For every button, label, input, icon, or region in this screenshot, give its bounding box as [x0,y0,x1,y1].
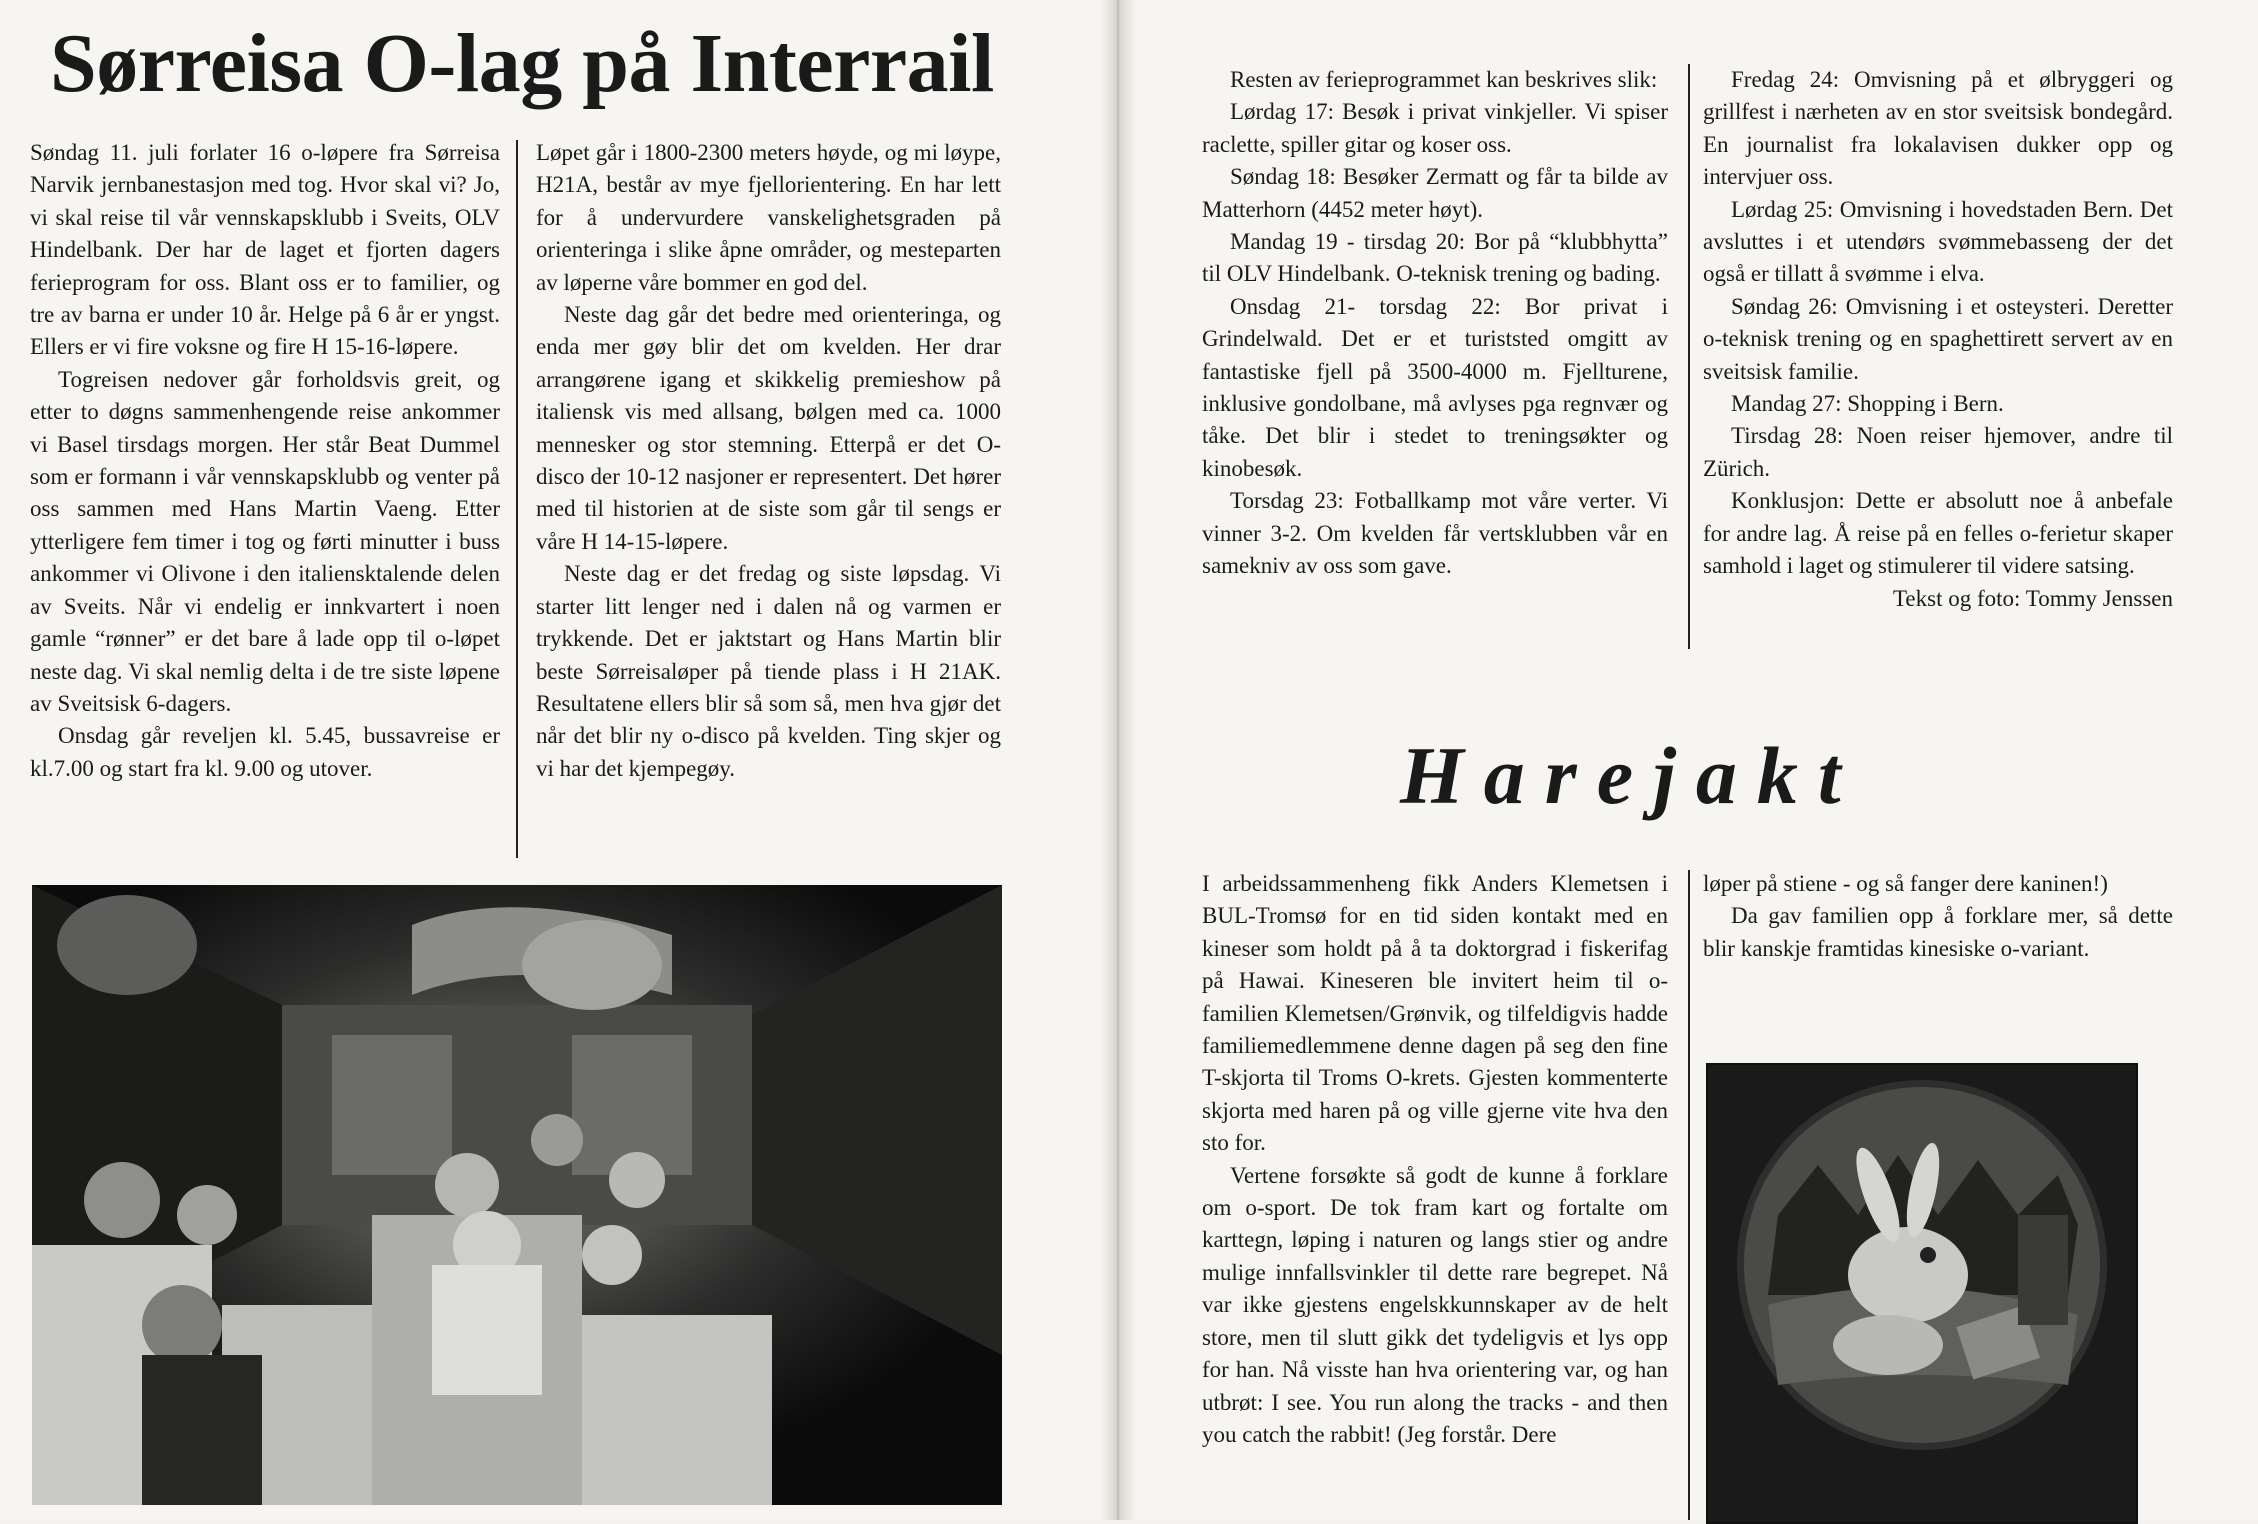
article-column-1 [30,137,500,785]
paragraph: I arbeidssammenheng fikk Anders Klemetsen i BUL-Tromsø for en tid siden kontakt med en kineser som holdt på å ta doktorgrad i fiskerifag på Hawai. Kineseren ble invitert heim til o-familien Klemetsen/Grønvik, og tilfeldigvis hadde familiemedlemmene denne dagen på seg den fine T-skjorta til Troms O-krets. Gjesten kommenterte skjorta med haren på og ville gjerne vite hva den sto for. [1202,871,1668,1156]
train-interior-photo [32,885,1002,1505]
hare-tshirt-photo [1706,1063,2138,1524]
paragraph: Neste dag går det bedre med orienteringa, og enda mer gøy blir det om kvelden. Her drar arrangørene igang et skikkelig premieshow på italiensk vis med allsang, bølgen med ca. 1000 mennesker og stor stemning. Etterpå er det O-disco der 10-12 nasjoner er representert. Det hører med til historien at de siste som går til sengs er våre H 14-15-løpere. [536,302,1001,554]
paragraph: Mandag 19 - tirsdag 20: Bor på “klubbhytta” til OLV Hindelbank. O-teknisk trening og bading. [1202,229,1668,287]
paragraph: Neste dag er det fredag og siste løpsdag. Vi starter litt lenger ned i dalen nå og varmen er trykkende. Det er jaktstart og Hans Martin blir beste Sørreisaløper på tiende plass i H 21AK. Resultatene ellers blir så som så, men hva gjør det når det blir ny o-disco på kvelden. Ting skjer og vi har det kjempegøy. [536,561,1001,781]
paragraph: Onsdag går reveljen kl. 5.45, bussavreise er kl.7.00 og start fra kl. 9.00 og utover. [30,723,500,781]
column-divider [1688,64,1690,649]
book-spine [1100,0,1136,1520]
paragraph: Tirsdag 28: Noen reiser hjemover, andre til Zürich. [1703,423,2173,481]
paragraph: Da gav familien opp å forklare mer, så dette blir kanskje framtidas kinesiske o-variant. [1703,903,2173,961]
column-divider [516,140,518,858]
article-column-2 [536,137,1001,785]
hare-logo-graphic [1708,1065,2136,1522]
paragraph: Lørdag 17: Besøk i privat vinkjeller. Vi spiser raclette, spiller gitar og koser oss. [1202,99,1668,157]
paragraph: Søndag 26: Omvisning i et osteysteri. Deretter o-teknisk trening og en spaghettirett servert av en sveitsisk familie. [1703,293,2173,384]
paragraph: Mandag 27: Shopping i Bern. [1731,391,2004,417]
paragraph: Togreisen nedover går forholdsvis greit, og etter to døgns sammenhengende reise ankommer vi Basel tirsdags morgen. Her står Beat Dummel som er formann i vår vennskapsklubb og venter på oss sammen med Hans Martin Vaeng. Etter ytterligere fem timer i tog og førti minutter i buss ankommer vi Olivone i den italiensktalende delen av Sveits. Når vi endelig er innkvartert i noen gamle “rønner” er det bare å lade opp til o-løpet neste dag. Vi skal nemlig delta i de tre siste løpene av Sveitsisk 6-dagers. [30,366,500,716]
paragraph: Vertene forsøkte så godt de kunne å forklare om o-sport. De tok fram kart og fortalte om karttegn, løping i naturen og langs stier og andre mulige innfallsvinkler til dette rare begrepet. Nå var ikke gjestens engelskkunnskaper av de helt store, men til slutt gikk det tydeligvis et lys opp for han. Nå visste han hva orientering var, og han utbrøt: I see. You run along the tracks - and then you catch the rabbit! (Jeg forstår. Dere [1202,1162,1668,1447]
train-photo-graphic [32,885,1002,1505]
article-column-4 [1703,64,2173,615]
paragraph: Resten av ferieprogrammet kan beskrives slik: [1230,67,1658,92]
column-divider [1688,870,1690,1520]
paragraph: Torsdag 23: Fotballkamp mot våre verter. Vi vinner 3-2. Om kvelden får vertsklubben vår en samekniv av oss som gave. [1202,488,1668,579]
paragraph: Fredag 24: Omvisning på et ølbryggeri og grillfest i nærheten av en stor sveitsisk bondegård. En journalist fra lokalavisen dukker opp og intervjuer oss. [1703,67,2173,190]
paragraph: Konklusjon: Dette er absolutt noe å anbefale for andre lag. Å reise på en felles o-ferietur skaper samhold i laget og stimulerer til videre satsing. [1703,488,2173,579]
article-column-6 [1703,868,2173,965]
harejakt-headline: Harejakt [1400,730,1861,821]
paragraph: Søndag 18: Besøker Zermatt og får ta bilde av Matterhorn (4452 meter høyt). [1202,164,1668,222]
paragraph: Søndag 11. juli forlater 16 o-løpere fra Sørreisa Narvik jernbanestasjon med tog. Hvor skal vi? Jo, vi skal reise til vår vennskapsklubb i Sveits, OLV Hindelbank. Der har de laget et fjorten dagers ferieprogram for oss. Blant oss er to familier, og tre av barna er under 10 år. Helge på 6 år er yngst. Ellers er vi fire voksne og fire H 15-16-løpere. [30,140,500,360]
paragraph: Løpet går i 1800-2300 meters høyde, og mi løype, H21A, består av mye fjellorientering. En har lett for å undervurdere vanskelighetsgraden på orienteringa i slike åpne områder, og mesteparten av løperne våre bommer en god del. [536,140,1001,295]
paragraph: Lørdag 25: Omvisning i hovedstaden Bern. Det avsluttes i et utendørs svømmebasseng der det også er tillatt å svømme i elva. [1703,196,2173,287]
paragraph: Onsdag 21- torsdag 22: Bor privat i Grindelwald. Det er et turiststed omgitt av fantastiske fjell på 3500-4000 m. Fjellturene, inklusive gondolbane, må avlyses pga regnvær og tåke. Det blir i stedet to treningsøkter og kinobesøk. [1202,293,1668,481]
article-headline: Sørreisa O-lag på Interrail [50,17,994,110]
photo-credit: Tekst og foto: Tommy Jenssen [1892,585,2173,611]
article-column-5 [1202,868,1668,1451]
article-column-3 [1202,64,1668,583]
paragraph: løper på stiene - og så fanger dere kaninen!) [1703,871,2108,896]
